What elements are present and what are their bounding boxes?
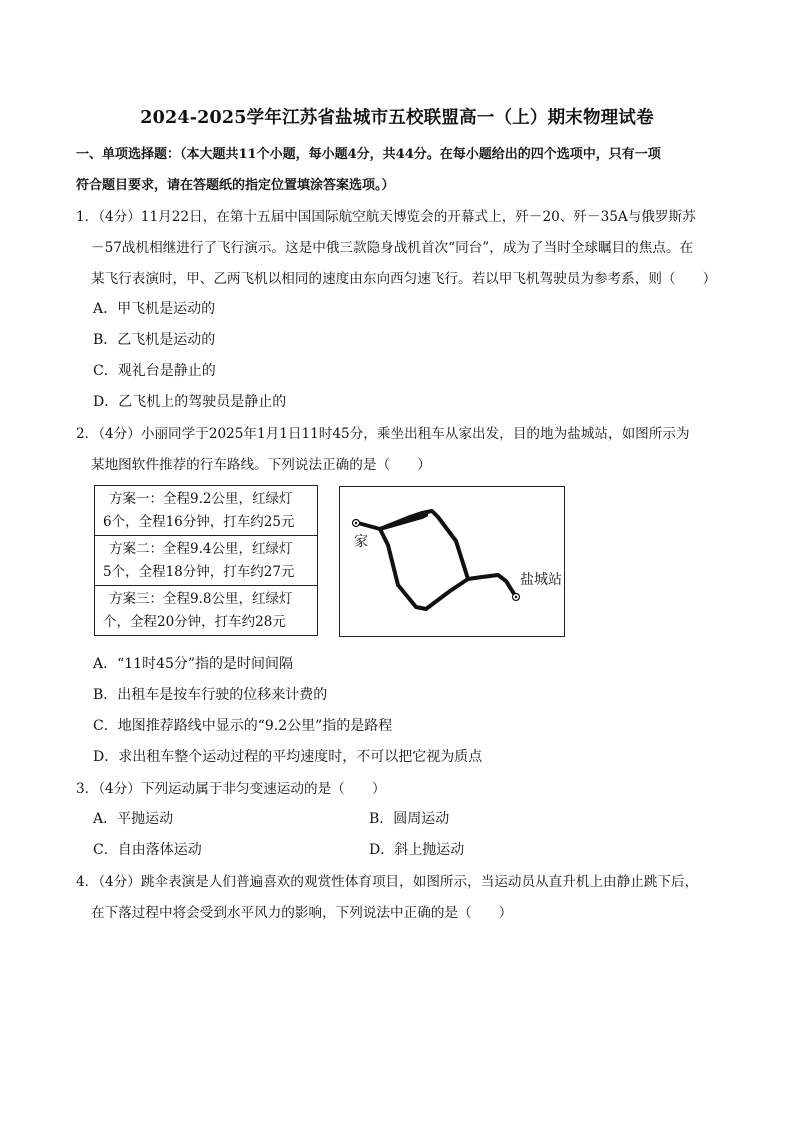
scheme-3 — [95, 586, 317, 636]
route-map — [339, 486, 565, 637]
q2-line2: 某地图软件推荐的行车路线。下列说法正确的是（ ） — [91, 457, 431, 473]
q1-line2: －57战机相继进行了飞行演示。这是中俄三款隐身战机首次“同台”，成为了当时全球瞩目的焦点。在 — [91, 240, 694, 256]
q2-option-d[interactable]: D．求出租车整个运动过程的平均速度时，不可以把它视为质点 — [93, 749, 483, 765]
scheme-2 — [95, 536, 317, 586]
q2-option-a[interactable]: A．“11时45分”指的是时间间隔 — [93, 656, 294, 672]
q2-line1: 2．（4分）小丽同学于2025年1月1日11时45分，乘坐出租车从家出发，目的地为盐城站，如图所示为 — [76, 426, 690, 442]
route-schemes-table — [94, 485, 318, 636]
q3-option-b[interactable]: B．圆周运动 — [369, 811, 450, 827]
scheme-1 — [95, 486, 317, 536]
q2-option-b[interactable]: B．出租车是按车行驶的位移来计费的 — [93, 687, 328, 703]
q1-option-c[interactable]: C．观礼台是静止的 — [93, 363, 216, 379]
q3-option-c[interactable]: C．自由落体运动 — [93, 842, 202, 858]
q3-option-a[interactable]: A．平抛运动 — [93, 811, 174, 827]
section-desc-1: （本大题共11个小题，每小题4分，共44分。在每小题给出的四个选项中，只有一项 — [180, 147, 661, 162]
route-map-drawing — [340, 487, 564, 636]
q1-option-b[interactable]: B．乙飞机是运动的 — [93, 332, 216, 348]
scheme-3-line1: 方案三：全程9.8公里，红绿灯 — [109, 591, 293, 607]
scheme-1-line2: 6个，全程16分钟，打车约25元 — [103, 514, 295, 530]
scheme-2-line1: 方案二：全程9.4公里，红绿灯 — [109, 541, 293, 557]
section-heading-line — [76, 143, 661, 162]
q3-line1: 3．（4分）下列运动属于非匀变速运动的是（ ） — [76, 781, 386, 797]
q2-option-c[interactable]: C．地图推荐路线中显示的“9.2公里”指的是路程 — [93, 718, 393, 734]
q3-option-d[interactable]: D．斜上抛运动 — [369, 842, 465, 858]
scheme-3-line2: 个，全程20分钟，打车约28元 — [103, 614, 286, 630]
q4-line1: 4．（4分）跳伞表演是人们普遍喜欢的观赏性体育项目，如图所示，当运动员从直升机上由静止跳下后， — [76, 874, 699, 890]
exam-title: 2024-2025学年江苏省盐城市五校联盟高一（上）期末物理试卷 — [140, 108, 654, 128]
map-label-home: 家 — [354, 534, 368, 550]
route-path-right — [468, 575, 516, 597]
q1-option-d[interactable]: D．乙飞机上的驾驶员是静止的 — [93, 394, 287, 410]
section-desc-2: 符合题目要求，请在答题纸的指定位置填涂答案选项。） — [76, 178, 395, 193]
route-path-cross — [380, 515, 426, 529]
q4-line2: 在下落过程中将会受到水平风力的影响，下列说法中正确的是（ ） — [91, 905, 513, 921]
q1-line3: 某飞行表演时，甲、乙两飞机以相同的速度由东向西匀速飞行。若以甲飞机驾驶员为参考系，则（ ） — [91, 271, 717, 287]
q1-option-a[interactable]: A．甲飞机是运动的 — [93, 301, 216, 317]
scheme-2-line2: 5个，全程18分钟，打车约27元 — [103, 564, 295, 580]
q1-line1: 1．（4分）11月22日，在第十五届中国国际航空航天博览会的开幕式上，歼－20、歼－35A与俄罗斯苏 — [76, 209, 696, 225]
scheme-1-line1: 方案一：全程9.2公里，红绿灯 — [109, 491, 293, 507]
map-label-station: 盐城站 — [520, 572, 562, 588]
section-heading: 一、单项选择题： — [76, 147, 181, 162]
